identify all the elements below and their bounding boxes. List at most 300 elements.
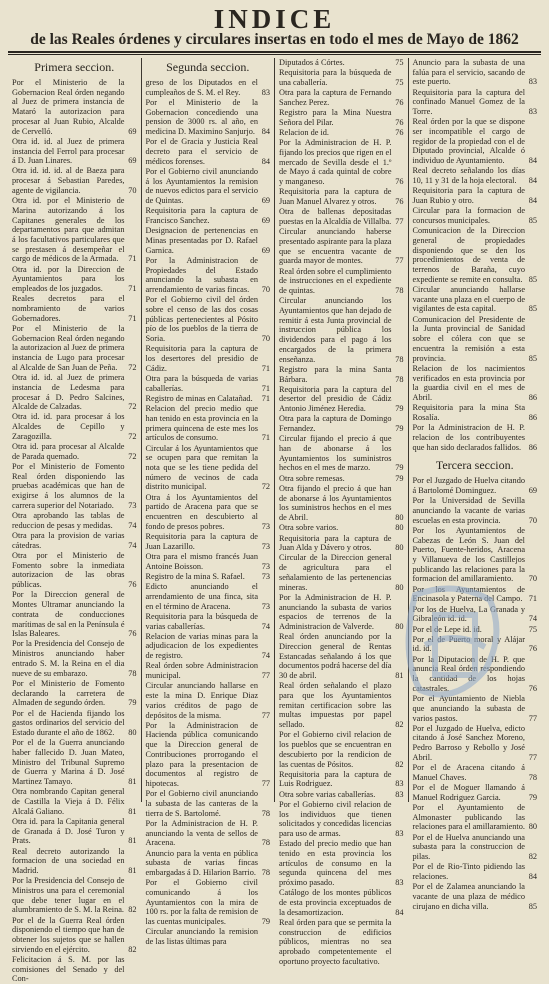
entry-text: Por los Ayuntamientos de Encinasola y Paterna del Campo. (412, 584, 525, 604)
index-entry (12, 551, 137, 590)
entry-page-number: 73 (261, 601, 270, 611)
index-entry (146, 572, 271, 582)
index-entry (279, 632, 404, 681)
index-entry (279, 227, 404, 266)
index-entry (12, 916, 137, 955)
entry-page-number: 75 (528, 624, 537, 634)
entry-page-number: 85 (528, 901, 537, 911)
entry-page-number: 83 (395, 829, 404, 839)
entry-page-number: 82 (528, 852, 537, 862)
entry-text: Requisitoria para la captura de Juan Alda y Dávero y otros. (279, 533, 392, 553)
index-entry (12, 590, 137, 639)
entry-text: Por la Administracion de H. P. anunciando la venta de sellos de Aracena. (145, 818, 258, 848)
entry-text: Anuncio para la subasta de una falúa para el servicio, sacando de este puerto. (412, 58, 525, 87)
entry-page-number: 84 (528, 872, 537, 881)
entry-text: Otra para la búsqueda de varias caballerías. (145, 374, 258, 393)
entry-page-number: 84 (261, 127, 270, 137)
entry-page-number: 77 (261, 710, 270, 720)
index-entry (413, 694, 538, 723)
entry-text: Otra id. por el Ministerio de Marina autorizando á los Capitanes generales de los departamentos para que admitan á los facultativos particulares que se prestasen á desempeñar el cargo de médicos de la Armada. (12, 196, 125, 264)
index-entry (279, 484, 404, 523)
entry-text: Por el Ministerio de Fomento declarando la carretera de Almaden de segundo órden. (12, 678, 125, 708)
entry-text: Por el Gobierno civil anunciando á los Ayuntamientos la remision de nuevos edictos para el servicio de Quintas. (145, 166, 258, 206)
entry-page-number: 80 (528, 822, 537, 832)
entry-page-number: 70 (528, 574, 537, 584)
entry-text: Por el Ministerio de la Gobernacion concediendo una pension de 3000 rs. al año, en medicina D. Maximino Sanjurjo. (145, 97, 258, 137)
index-entry (146, 295, 271, 344)
index-entry (279, 128, 404, 138)
entry-text: Requisitoria para la búsqueda de una caballería. (279, 68, 392, 87)
index-entry (146, 206, 271, 225)
entry-text: Requisitoria para la captura de Francisco Sanchez. (145, 206, 258, 226)
index-entry (279, 681, 404, 730)
entry-page-number: 75 (395, 77, 404, 87)
entry-page-number: 71 (128, 254, 137, 264)
index-entry (12, 679, 137, 708)
entry-text: Por el de Aracena citando á Manuel Chaves. (412, 763, 525, 782)
index-entry (413, 58, 538, 87)
index-columns (8, 58, 541, 984)
index-entry (146, 532, 271, 551)
entry-text: Por el de Rio-Tinto pidiendo las relaciones. (412, 862, 525, 881)
entry-text: Por el Ministerio de la Gobernacion Real órden negando al Juez de primera instancia de Mataró la autorizacion para procesar al Juan Rubio, Alcalde de Cervelló. (12, 78, 125, 136)
entry-page-number: 77 (261, 779, 270, 789)
entry-text: Por el de Gracia y Justicia Real decreto para el servicio de médicos forenses. (145, 137, 258, 166)
entry-page-number: 71 (261, 394, 270, 403)
index-entry (413, 862, 538, 881)
entry-page-number: 78 (528, 772, 537, 782)
entry-page-number: 85 (528, 216, 537, 225)
index-entry (413, 655, 538, 694)
entry-page-number: 79 (395, 463, 404, 473)
index-entry (413, 635, 538, 654)
index-entry (12, 462, 137, 511)
page-title: INDICE (213, 4, 336, 34)
entry-page-number: 77 (528, 713, 537, 723)
entry-page-number: 80 (395, 513, 404, 523)
entry-page-number: 77 (395, 217, 404, 226)
entry-text: Por el Juzgado de Huelva citando á Bartolomé Dominguez. (412, 476, 525, 495)
entry-text: Estado del precio medio que han tenido en esta provincia los artículos de consumo en la segunda quincena del mes próximo pasado. (279, 839, 392, 888)
entry-page-number: 84 (261, 156, 270, 166)
entry-text: Requisitoria para la mina Sta Rosalía. (412, 403, 525, 422)
entry-page-number: 72 (261, 482, 270, 492)
index-entry (146, 394, 271, 404)
index-entry (279, 434, 404, 473)
entry-text: Por la Universidad de Sevilla anunciando la vacante de varias escuelas en esta provincia. (412, 496, 525, 525)
index-entry (279, 68, 404, 87)
entry-text: Registro para la mina Santa Bárbara. (279, 364, 392, 384)
section-heading: Primera seccion. (34, 60, 115, 74)
index-entry (413, 882, 538, 911)
entry-page-number: 81 (395, 671, 404, 681)
index-entry (413, 117, 538, 166)
index-entry (146, 98, 271, 137)
entry-text: Real órden por la que se dispone ser incompatible el cargo de regidor de la propiedad con el de Diputado provincial, Alcalde ó individuo de Ayuntamiento. (412, 117, 525, 166)
index-entry (146, 137, 271, 166)
entry-text: Relacion de los nacimientos verificados en esta provincia por la guardia civil en el mes de Abril. (412, 363, 525, 402)
entry-page-number: 83 (528, 77, 537, 87)
entry-text: Otra á los Ayuntamientos del partido de Aracena para que se encuentren en descubierto al fondo de presos pobres. (145, 492, 258, 531)
entry-page-number: 80 (395, 543, 404, 553)
index-entry (146, 927, 271, 946)
entry-text: Otra sobre remesas. (279, 473, 345, 483)
entry-text: Real decreto autorizando la formacion de una sociedad en Madrid. (12, 846, 125, 875)
index-entry (146, 681, 271, 720)
entry-page-number: 85 (528, 274, 537, 284)
entry-page-number: 78 (261, 808, 270, 818)
entry-text: Requisitoria para la captura del confinado Manuel Gomez de la Torre. (412, 87, 525, 117)
index-entry (12, 511, 137, 530)
entry-text: Por la Administracion de H. P. relacion de los contribuyentes que han sido declarados fallidos. (412, 423, 525, 452)
entry-page-number: 80 (395, 621, 404, 631)
index-entry (146, 878, 271, 927)
entry-text: Requisitoria para la captura de Luis Rodriguez. (279, 769, 392, 789)
entry-page-number: 86 (528, 442, 537, 452)
entry-text: Circular á los Ayuntamientos que se ocupen para que remitan la nota que se les tiene pedida del número de vecinos de cada distrito municipal. (145, 443, 258, 492)
index-entry (279, 770, 404, 789)
index-entry (413, 403, 538, 422)
entry-text: Requisitoria para la captura de Juan Rubio y otro. (412, 186, 525, 206)
entry-page-number: 70 (528, 515, 537, 525)
entry-text: Otra aprobando las tablas de reduccion de pesas y medidas. (12, 511, 125, 530)
entry-text: Por el de Hacienda fijando los gastos ordinarios del servicio del Estado durante el año de 1862. (12, 708, 125, 737)
entry-page-number: 82 (395, 759, 404, 769)
entry-page-number: 78 (395, 286, 404, 296)
entry-text: Otra fijando el precio á que han de abonarse á los Ayuntamientos los suministros hechos en el mes de Abril. (279, 483, 392, 523)
entry-text: Otra id. id. al Juez de primera instancia del Ferrol para procesar á D. Juan Linares. (12, 136, 125, 166)
entry-page-number: 69 (128, 126, 137, 136)
entry-text: Edicto anunciando el arrendamiento de una finca, sita en el término de Aracena. (145, 582, 258, 611)
entry-text: Por el de Zalamea anunciando la vacante de una plaza de médico cirujano en dicha villa. (412, 882, 525, 911)
entry-text: Real órden señalando el plazo para que los Ayuntamientos remitan certificacion sobre las multas impuestas por papel sellado. (279, 681, 392, 730)
entry-text: Por el Gobierno civil anunciando la subasta de las canteras de la tierra de S. Bartolomé. (145, 789, 258, 818)
entry-text: Registro de minas en Calatañad. (145, 394, 253, 403)
entry-page-number: 72 (128, 402, 137, 412)
entry-page-number: 71 (261, 383, 270, 393)
entry-text: Otra para la provision de varias cátedras. (12, 531, 125, 550)
index-entry (12, 787, 137, 816)
index-entry (413, 526, 538, 584)
header-rule-thin (8, 54, 541, 55)
entry-text: Otra para el mismo francés Juan Antoine Boisson. (145, 552, 258, 571)
page-subtitle: de las Reales órdenes y circulares insertas en todo el mes de Mayo de 1862 (30, 31, 519, 48)
entry-page-number: 76 (528, 644, 537, 654)
index-entry (146, 226, 271, 255)
index-entry (279, 593, 404, 632)
index-entry (146, 632, 271, 661)
entry-page-number: 81 (128, 806, 137, 816)
entry-page-number: 80 (128, 727, 137, 737)
index-entry (12, 294, 137, 323)
entry-text: Circular anunciando hallarse vacante una plaza en el cuerpo de vigilantes de esta capital. (412, 285, 525, 314)
entry-page-number: 76 (395, 128, 404, 138)
index-entry (146, 721, 271, 789)
entry-text: Por el Ministerio de la Gobernacion Real órden negando la autorizacion al Juez de primera instancia de Lugo para procesar al Alcalde de San Juan de Peña. (12, 323, 125, 372)
entry-page-number: 80 (395, 582, 404, 592)
column-4 (408, 58, 542, 911)
entry-page-number: 69 (261, 216, 270, 226)
index-entry (12, 137, 137, 166)
entry-page-number: 80 (395, 523, 404, 533)
entry-page-number: 73 (261, 521, 270, 531)
index-entry (146, 256, 271, 295)
index-entry (413, 585, 538, 604)
entry-page-number: 79 (395, 424, 404, 434)
index-entry (12, 373, 137, 412)
entry-page-number: 69 (128, 156, 137, 166)
entry-page-number: 76 (395, 117, 404, 127)
entry-page-number: 84 (528, 156, 537, 166)
index-entry (279, 88, 404, 107)
entry-text: Circular anunciando los Ayuntamientos que han dejado de remitir á esta Junta provincial de instruccion pública los dividendos para el pago á los encargados de la primera enseñanza. (279, 296, 392, 364)
entry-page-number: 82 (128, 905, 137, 915)
entry-text: Por la Diputacion de H. P. que anuncia Real órden respondiendo la cantidad de los hojas catastrales. (412, 654, 525, 693)
entry-page-number: 79 (528, 792, 537, 802)
entry-page-number: 84 (528, 196, 537, 206)
index-entry (12, 639, 137, 678)
index-entry (413, 285, 538, 314)
entry-text: Registro para la Mina Nuestra Señora del Pilar. (279, 108, 392, 127)
index-entry (279, 365, 404, 384)
entry-text: Circular de la Direccion general de agricultura para el señalamiento de las pertenencias mineras. (279, 553, 392, 592)
entry-page-number: 71 (261, 433, 270, 443)
header-rule (8, 51, 541, 53)
entry-text: Por el Gobierno civil relacion de los pueblos que se encuentran en descubierto por la rendicion de las cuentas de Pósitos. (279, 730, 392, 769)
index-entry (12, 442, 137, 461)
index-entry (12, 265, 137, 294)
entry-text: Por la Direccion general de Montes Ultramar anunciando la contrata de conducciones marítimas de sal en la Península é Islas Baleares. (12, 590, 125, 639)
index-entry (279, 523, 404, 533)
index-entry (279, 918, 404, 967)
index-entry (279, 187, 404, 206)
entry-text: Requisitoria para la captura de los desertores del presidio de Cádiz. (145, 344, 258, 373)
entry-page-number: 76 (395, 197, 404, 207)
entry-text: Circular para la formacion de concursos municipales. (412, 206, 525, 225)
index-entry (279, 474, 404, 484)
entry-text: Otra de ballenas depositadas puestas en la Alcaldía de Villalba. (279, 207, 392, 226)
entry-page-number: 76 (128, 580, 137, 590)
index-entry (413, 783, 538, 802)
entry-page-number: 73 (128, 500, 137, 510)
entry-page-number: 69 (528, 485, 537, 495)
entry-text: Por el Juzgado de Huelva, edicto citando á José Sanchez Moreno, Pedro Barroso y Rebollo y José Abril. (412, 723, 525, 762)
entry-text: Circular anunciando la remision de las listas últimas para (145, 927, 258, 947)
entry-text: Por los Ayuntamientos de Cabezas de León S. Juan del Puerto, Fuente-heridos, Aracena y Villanueva de los Castillejos publicando las relaciones para la formacion del amillaramiento. (412, 525, 525, 584)
entry-page-number: 71 (128, 313, 137, 323)
entry-page-number: 79 (395, 473, 404, 483)
entry-text: Circular anunciando haberse presentado aspirante para la plaza que se encuentra vacante de guarda mayor de montes. (279, 227, 392, 266)
entry-page-number: 82 (395, 720, 404, 730)
index-entry (413, 226, 538, 284)
entry-text: Comunicacion del Presidente de la Junta provincial de Sanidad sobre el cólera con que se encuentra la remisión a esta provincia. (412, 314, 525, 363)
entry-page-number: 76 (395, 177, 404, 187)
entry-text: Requisitoria para la captura del desertor del presidio de Cádiz Antonio Jiménez Heredia. (279, 384, 392, 414)
entry-page-number: 82 (128, 944, 137, 954)
entry-page-number: 78 (128, 668, 137, 678)
index-entry (12, 324, 137, 373)
entry-text: Otra id. id. para procesar á los Alcaldes de Cepillo y Zaragozilla. (12, 412, 125, 441)
index-entry (12, 531, 137, 550)
entry-page-number: 74 (261, 651, 270, 661)
entry-text: Real órden anunciando por la Direccion general de Rentas Estancadas señalando á los que documentos podrá hacerse del día 30 de abril. (279, 632, 392, 681)
entry-text: Registro de la mina S. Rafael. (145, 571, 245, 581)
entry-page-number: 71 (261, 363, 270, 373)
entry-page-number: 69 (261, 245, 270, 255)
section-heading: Tercera seccion. (435, 458, 514, 473)
entry-text: greso de los Diputados en el cumpleaños de S. M. el Rey. (145, 78, 258, 97)
index-entry (12, 817, 137, 846)
entry-text: Otra sobre varias caballerías. (279, 789, 376, 799)
entry-page-number: 73 (261, 541, 270, 551)
index-entry (146, 167, 271, 206)
entry-text: Real órden para que se permita la construccion de edificios públicos, mientras no sea aprobado competentemente el oportuno proyecto facultativo. (279, 918, 392, 966)
entry-text: Diputados á Córtes. (279, 58, 345, 67)
entry-page-number: 78 (261, 838, 270, 848)
entry-text: Por el Gobierno civil del órden sobre el censo de las dos cosas públicas pertenecientes al Pósito pío de los pueblos de la tierra de Soria. (145, 295, 258, 344)
entry-page-number: 83 (395, 789, 404, 799)
index-entry (279, 534, 404, 553)
index-entry (279, 730, 404, 769)
entry-page-number: 83 (528, 107, 537, 117)
entry-page-number: 85 (528, 304, 537, 314)
index-entry (146, 493, 271, 532)
entry-text: Catálogo de los montes públicos de esta provincia exceptuados de la desamortizacion. (279, 888, 392, 917)
entry-text: Otra id. para procesar al Alcalde de Parada quemado. (12, 442, 125, 461)
entry-page-number: 72 (128, 451, 137, 461)
entry-page-number: 83 (261, 87, 270, 97)
entry-page-number: 81 (128, 866, 137, 875)
index-entry (146, 404, 271, 443)
entry-page-number: 83 (395, 779, 404, 789)
entry-page-number: 76 (528, 683, 537, 693)
entry-text: Por el de la Guerra anunciando haber fallecido D. Juan Mateo, Ministro del Tribunal Supremo de Guerra y Marina á D. José Martinez Tamayo. (12, 738, 125, 787)
entry-page-number: 81 (128, 836, 137, 846)
entry-text: Por el Ministerio de Fomento Real órden disponiendo las pruebas académicas que han de exigirse á los alumnos de la carrera superior del Notariado. (12, 462, 125, 510)
entry-text: Por el de Moguer llamando á Manuel Rodriguez Garcia. (412, 783, 525, 802)
index-entry (279, 207, 404, 226)
entry-text: Requisitoria para la captura de Juan Lazarillo. (145, 532, 258, 551)
entry-text: Designacion de pertenencias en Minas presentadas por D. Rafael Garnica. (145, 226, 258, 255)
column-1 (8, 58, 141, 984)
entry-page-number: 77 (261, 671, 270, 681)
entry-text: Por la Administracion de Propiedades del Estado anunciando la subasta en arrendamiento de varias fincas. (145, 255, 258, 295)
index-entry (279, 267, 404, 296)
index-entry (413, 186, 538, 205)
entry-page-number: 81 (128, 777, 137, 787)
entry-text: Comunicacion de la Direccion general de propiedades disponiendo que se den los procedimientos de venta de terrenos de Baraña, cuyo expediente se remite en consulta. (412, 226, 525, 284)
index-entry (146, 789, 271, 818)
entry-page-number: 76 (128, 629, 137, 639)
entry-page-number: 79 (128, 698, 137, 708)
index-entry (146, 344, 271, 373)
index-entry (279, 296, 404, 364)
index-entry (12, 412, 137, 441)
entry-text: Por el de la Guerra Real órden disponiendo el tiempo que han de obtener los sujetos que se hallen sirviendo en el ejército. (12, 915, 125, 954)
entry-text: Por la Administracion de Hacienda pública comunicando que la Direccion general de Contribuciones prorrogando el plazo para la presentacion de documentos al registro de hipotecas. (145, 720, 258, 789)
index-entry (146, 612, 271, 631)
entry-page-number: 72 (128, 431, 137, 441)
index-entry (413, 833, 538, 862)
entry-text: Relacion de id. (279, 128, 329, 138)
index-entry (413, 605, 538, 624)
index-entry (413, 803, 538, 832)
entry-text: Requisitoria para la captura de Juan Manuel Alvarez y otros. (279, 187, 392, 207)
index-entry (413, 88, 538, 117)
entry-page-number: 75 (395, 58, 404, 67)
entry-page-number: 86 (528, 392, 537, 402)
entry-text: Otra por el Ministerio de Fomento sobre la inmediata autorizacion de las obras públicas. (12, 551, 125, 590)
index-entry (146, 849, 271, 878)
entry-text: Anuncio para la venta en pública subasta de varias fincas embargadas á D. Hilarion Barrio. (145, 848, 258, 877)
index-entry (146, 78, 271, 97)
index-entry (413, 364, 538, 403)
entry-page-number: 74 (128, 520, 137, 530)
entry-text: Otra sobre varios. (279, 523, 339, 533)
entry-page-number: 77 (528, 752, 537, 762)
entry-page-number: 79 (395, 404, 404, 414)
index-entry (12, 847, 137, 876)
entry-text: Por el de Huelva anunciando una subasta para la construccion de pilas. (412, 832, 525, 862)
entry-page-number: 83 (395, 878, 404, 888)
entry-text: Relacion de varias minas para la adjudicacion de los expedientes de registro. (145, 631, 258, 661)
entry-page-number: 86 (528, 412, 537, 422)
index-entry (279, 800, 404, 839)
entry-page-number: 73 (261, 571, 270, 581)
entry-page-number: 78 (395, 374, 404, 384)
entry-text: Otra id. id. al Juez de primera instancia de Ledesma para procesar á D. Pedro Salcines, Alcalde de Calzadas. (12, 373, 125, 412)
index-entry (413, 625, 538, 635)
index-entry (413, 206, 538, 225)
entry-text: Relacion del precio medio que han tenido en esta provincia en la primera quincena de este mes los artículos de consumo. (145, 404, 258, 443)
index-entry (12, 876, 137, 915)
index-entry (146, 444, 271, 493)
entry-text: Por el Gobierno civil comunicando á los Ayuntamientos con la mira de 100 rs. por la falta de remision de las cuentas municipales. (145, 878, 258, 927)
entry-text: Por el de Lepe id. id. (412, 624, 482, 634)
entry-page-number: 71 (128, 284, 137, 294)
index-entry (12, 78, 137, 136)
entry-text: Otra id. id. id. al de Baeza para procesar á Sebastian Paredes, agente de vigilancia. (12, 166, 125, 195)
index-entry (279, 790, 404, 800)
entry-text: Circular fijando el precio á que han de abonarse á los Ayuntamientos los suministros hechos en el mes de marzo. (279, 434, 392, 473)
index-entry (279, 839, 404, 888)
column-3 (274, 58, 408, 966)
entry-page-number: 84 (528, 176, 537, 186)
entry-text: Circular anunciando hallarse en este la mina D. Enrique Diaz varios créditos de pago de depósitos de la misma. (145, 681, 258, 720)
index-entry (279, 414, 404, 433)
index-entry (413, 763, 538, 782)
entry-page-number: 79 (261, 917, 270, 927)
entry-page-number: 72 (128, 362, 137, 372)
index-entry (279, 888, 404, 917)
entry-page-number: 70 (261, 334, 270, 344)
index-entry (12, 709, 137, 738)
index-entry (146, 819, 271, 848)
index-entry (413, 724, 538, 763)
entry-page-number: 78 (395, 354, 404, 364)
entry-text: Otra para la captura de Domingo Fernandez. (279, 414, 392, 434)
index-entry (413, 496, 538, 525)
index-entry (413, 423, 538, 452)
entry-page-number: 70 (261, 285, 270, 295)
entry-text: Reales decretos para el nombramiento de varios Gobernadores. (12, 294, 125, 323)
entry-text: Felicitacion á S. M. por las comisiones del Senado y del Con- (12, 954, 125, 984)
index-entry (146, 552, 271, 571)
index-entry (12, 738, 137, 787)
entry-page-number: 77 (395, 256, 404, 266)
entry-page-number: 84 (395, 907, 404, 917)
index-entry (413, 315, 538, 364)
